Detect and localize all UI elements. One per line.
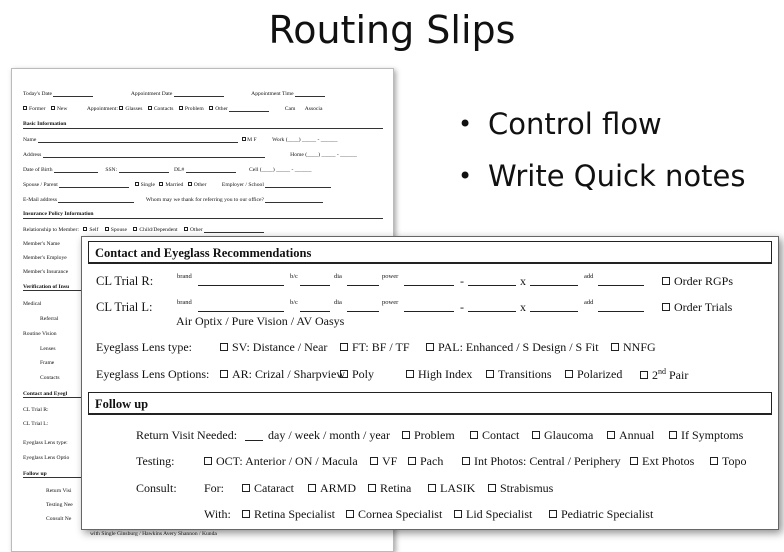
label: Employer / School [221, 182, 264, 188]
label: Other [189, 227, 203, 233]
label: SSN: [105, 167, 118, 173]
label: Cam [284, 106, 296, 112]
brand-label: brand [177, 273, 192, 280]
checkbox[interactable] [368, 484, 376, 492]
checkbox[interactable] [51, 106, 55, 110]
power-field-2[interactable] [468, 285, 516, 286]
relationship-row [23, 227, 383, 233]
lens-type-pal[interactable] [426, 340, 599, 355]
testing-label: Testing Nee [46, 502, 73, 508]
testing-topo[interactable] [710, 454, 747, 469]
cl-trial-r-label: CL Trial R: [23, 407, 49, 413]
label: Problem [184, 106, 204, 112]
email-row [23, 197, 383, 203]
consult-for-strabismus[interactable] [488, 481, 553, 496]
checkbox[interactable] [532, 431, 540, 439]
bottom-row: with Single Ginsburg / Hawkins Avery Shannon / Kunda [90, 531, 217, 537]
testing-label: Testing: [136, 454, 175, 468]
checkbox[interactable] [486, 370, 494, 378]
bc-label: b/c [290, 299, 298, 306]
label: Associa [304, 106, 323, 112]
lens-type-label: Eyeglass Lens type: [96, 340, 192, 354]
label: Work (____) _____ - ______ [272, 137, 338, 143]
label: Appointment Time [251, 91, 294, 97]
checkbox[interactable] [242, 510, 250, 518]
checkbox[interactable] [148, 106, 152, 110]
checkbox[interactable] [428, 484, 436, 492]
spouse-row [23, 182, 383, 188]
frame-label: Frame [40, 360, 55, 366]
label: Cataract [254, 481, 294, 495]
date-row [23, 91, 383, 97]
bullet-dot-icon: • [458, 110, 473, 138]
checkbox[interactable] [662, 277, 670, 285]
consult-label: Consult Ne [46, 516, 72, 522]
contact-brands-note: Air Optix / Pure Vision / AV Oasys [176, 314, 345, 328]
bullet-list [458, 98, 745, 202]
checkbox[interactable] [340, 370, 348, 378]
label: High Index [418, 367, 473, 381]
return-visit-units: day / week / month / year [268, 428, 390, 442]
checkbox[interactable] [23, 106, 27, 110]
checkbox[interactable] [179, 106, 183, 110]
routing-slip-panel [81, 236, 779, 530]
checkbox[interactable] [204, 457, 212, 465]
label: Date of Birth [23, 167, 53, 173]
bullet-item [458, 150, 745, 202]
lens-options-label: Eyeglass Lens Optio [23, 455, 70, 461]
bullet-text: Control flow [488, 107, 662, 141]
consult-with-pediatric[interactable] [549, 507, 653, 522]
lens-option-2nd-pair[interactable] [640, 367, 688, 383]
checkbox[interactable] [607, 431, 615, 439]
bullet-item [458, 98, 745, 150]
lens-options-label: Eyeglass Lens Options: [96, 367, 210, 381]
section-insurance: Insurance Policy Information [23, 211, 383, 219]
lens-type-label: Eyeglass Lens type: [23, 440, 68, 446]
checkbox[interactable] [426, 343, 434, 351]
power-field[interactable] [404, 285, 454, 286]
checkbox[interactable] [242, 484, 250, 492]
brand-field[interactable] [198, 311, 284, 312]
cl-trial-l-label: CL Trial L: [23, 421, 49, 427]
return-visit-label: Return Visit Needed: [136, 428, 238, 442]
label: Contact [482, 428, 520, 442]
field-line [229, 106, 269, 112]
label: VF [382, 454, 398, 468]
checkbox[interactable] [462, 457, 470, 465]
checkbox[interactable] [640, 371, 648, 379]
verification-head: Verification of Insu [23, 284, 83, 291]
label: Child/Dependent [139, 227, 178, 233]
checkbox[interactable] [184, 227, 188, 231]
axis-field[interactable] [530, 285, 578, 286]
section-basic-information: Basic Information [23, 121, 383, 129]
return-reason-problem[interactable] [402, 428, 455, 443]
label: M F [247, 137, 257, 143]
dia-field[interactable] [347, 311, 379, 312]
field-line [59, 182, 129, 188]
label: Int Photos: Central / Periphery [474, 454, 621, 468]
consult-for-armd[interactable] [308, 481, 356, 496]
power-label: power [382, 273, 399, 280]
label: Today's Date [23, 91, 53, 97]
x-mark: x [520, 274, 526, 288]
label: Appointment Date [130, 91, 173, 97]
label: Married [165, 182, 184, 188]
power-field-2[interactable] [468, 311, 516, 312]
order-trials-option[interactable] [662, 300, 732, 315]
lens-option-poly[interactable] [340, 367, 374, 382]
checkbox[interactable] [220, 343, 228, 351]
checkbox[interactable] [710, 457, 718, 465]
follow-up-head: Follow up [23, 471, 83, 478]
bullet-text: Write Quick notes [488, 159, 746, 193]
add-label: add [584, 273, 594, 280]
checkbox[interactable] [135, 182, 139, 186]
checkbox[interactable] [220, 370, 228, 378]
return-visit-field[interactable] [245, 440, 263, 441]
field-line [204, 227, 264, 233]
label: Pediatric Specialist [561, 507, 654, 521]
checkbox[interactable] [346, 510, 354, 518]
checkbox[interactable] [470, 431, 478, 439]
members-name-label: Member's Name [23, 241, 60, 247]
checkbox[interactable] [209, 106, 213, 110]
checkbox[interactable] [669, 431, 677, 439]
label: Contacts [153, 106, 174, 112]
field-line [265, 182, 331, 188]
lens-option-high-index[interactable] [406, 367, 472, 382]
consult-for-retina[interactable] [368, 481, 411, 496]
lens-option-ar[interactable] [220, 367, 345, 382]
checkbox[interactable] [565, 370, 573, 378]
consult-with-retina[interactable] [242, 507, 335, 522]
power-dash: - [460, 274, 464, 288]
consult-with-cornea[interactable] [346, 507, 442, 522]
testing-ext-photos[interactable] [630, 454, 694, 469]
field-line [43, 152, 265, 158]
checkbox[interactable] [119, 106, 123, 110]
label: E-Mail address [23, 197, 58, 203]
label: AR: Crizal / Sharpview [232, 367, 345, 381]
field-line [265, 197, 323, 203]
brand-field[interactable] [198, 285, 284, 286]
label: Home (____) _____ - ______ [290, 152, 357, 158]
x-mark: x [520, 300, 526, 314]
label: Relationship to Member: [23, 227, 79, 233]
lenses-label: Lenses [40, 346, 56, 352]
label: Glaucoma [544, 428, 594, 442]
axis-field[interactable] [530, 311, 578, 312]
label: ARMD [320, 481, 357, 495]
label: SV: Distance / Near [232, 340, 328, 354]
consult-for-label: For: [204, 481, 225, 495]
consult-for-lasik[interactable] [428, 481, 475, 496]
checkbox[interactable] [242, 137, 246, 141]
label: Single [140, 182, 155, 188]
contacts-label: Contacts [40, 375, 60, 381]
name-row [23, 137, 383, 143]
medical-label: Medical [23, 301, 42, 307]
return-reason-annual[interactable] [607, 428, 654, 443]
checkbox[interactable] [83, 227, 87, 231]
lens-type-sv[interactable] [220, 340, 327, 355]
appointment-row [23, 106, 383, 112]
bc-field[interactable] [300, 285, 330, 286]
consult-with-label: With: [204, 507, 231, 521]
checkbox[interactable] [406, 370, 414, 378]
testing-pach[interactable] [408, 454, 443, 469]
label: Other [215, 106, 228, 112]
address-row [23, 152, 383, 158]
return-reason-contact[interactable] [470, 428, 519, 443]
label: If Symptoms [681, 428, 744, 442]
dia-label: dia [334, 299, 342, 306]
members-employer-label: Member's Employe [23, 255, 67, 261]
field-line [119, 167, 169, 173]
section-contact-eyeglass: Contact and Eyeglass Recommendations [88, 241, 772, 264]
cl-trial-l-label: CL Trial L: [96, 300, 153, 314]
referral-label: Referral [40, 316, 59, 322]
consult-for-cataract[interactable] [242, 481, 294, 496]
label: Polarized [577, 367, 623, 381]
field-line [186, 167, 236, 173]
routine-vision-label: Routine Vision [23, 331, 57, 337]
label: Pach [420, 454, 444, 468]
dia-label: dia [334, 273, 342, 280]
dia-field[interactable] [347, 285, 379, 286]
checkbox[interactable] [630, 457, 638, 465]
label: Address [23, 152, 42, 158]
section-follow-up: Follow up [88, 392, 772, 415]
add-field[interactable] [598, 285, 644, 286]
label: 2nd Pair [652, 367, 689, 382]
lens-type-nnfg[interactable] [611, 340, 656, 355]
checkbox[interactable] [340, 343, 348, 351]
testing-int-photos[interactable] [462, 454, 621, 469]
bc-label: b/c [290, 273, 298, 280]
consult-with-lid[interactable] [454, 507, 532, 522]
return-reason-glaucoma[interactable] [532, 428, 593, 443]
field-line [58, 197, 134, 203]
return-visit-label: Return Visi [46, 488, 72, 494]
field-line [54, 167, 98, 173]
power-dash: - [460, 300, 464, 314]
field-line [38, 137, 238, 143]
label: PAL: Enhanced / S Design / S Fit [438, 340, 599, 354]
label: Annual [619, 428, 655, 442]
field-line [53, 91, 93, 97]
label: Self [89, 227, 99, 233]
lens-option-polarized[interactable] [565, 367, 622, 382]
slide-title: Routing Slips [268, 8, 516, 52]
add-field[interactable] [598, 311, 644, 312]
checkbox[interactable] [402, 431, 410, 439]
label: Cell (____) _____ - ______ [249, 167, 312, 173]
label: Spouse / Parent [23, 182, 58, 188]
contact-eyeglass-head: Contact and Eyegl [23, 391, 83, 398]
bc-field[interactable] [300, 311, 330, 312]
power-field[interactable] [404, 311, 454, 312]
checkbox[interactable] [408, 457, 416, 465]
label: Whom may we thank for referring you to our office? [145, 197, 264, 203]
label: Glasses [125, 106, 143, 112]
label: Retina [380, 481, 412, 495]
label: Retina Specialist [254, 507, 335, 521]
add-label: add [584, 299, 594, 306]
label: Appointment: [86, 106, 118, 112]
checkbox[interactable] [488, 484, 496, 492]
label: LASIK [440, 481, 476, 495]
testing-vf[interactable] [370, 454, 397, 469]
return-reason-if-symptoms[interactable] [669, 428, 743, 443]
label: Order RGPs [674, 274, 733, 288]
brand-label: brand [177, 299, 192, 306]
label: OCT: Anterior / ON / Macula [216, 454, 358, 468]
consult-label: Consult: [136, 481, 177, 495]
field-line [174, 91, 224, 97]
bullet-dot-icon: • [458, 162, 473, 190]
checkbox[interactable] [159, 182, 163, 186]
label: Problem [414, 428, 455, 442]
checkbox[interactable] [308, 484, 316, 492]
lens-option-transitions[interactable] [486, 367, 552, 382]
checkbox[interactable] [549, 510, 557, 518]
testing-oct[interactable] [204, 454, 358, 469]
label: Other [193, 182, 207, 188]
label: Cornea Specialist [358, 507, 443, 521]
members-insurance-label: Member's Insurance [23, 269, 69, 275]
checkbox[interactable] [133, 227, 137, 231]
label: DL# [173, 167, 185, 173]
checkbox[interactable] [105, 227, 109, 231]
label: Name [23, 137, 37, 143]
label: New [56, 106, 68, 112]
checkbox[interactable] [611, 343, 619, 351]
label: FT: BF / TF [352, 340, 410, 354]
label: Transitions [498, 367, 552, 381]
cl-trial-r-label: CL Trial R: [96, 274, 154, 288]
checkbox[interactable] [188, 182, 192, 186]
checkbox[interactable] [662, 303, 670, 311]
label: Topo [722, 454, 747, 468]
power-label: power [382, 299, 399, 306]
label: Spouse [110, 227, 127, 233]
dob-row [23, 167, 383, 173]
lens-type-ft[interactable] [340, 340, 410, 355]
label: Order Trials [674, 300, 733, 314]
label: NNFG [623, 340, 656, 354]
label: Ext Photos [642, 454, 695, 468]
label: Poly [352, 367, 375, 381]
checkbox[interactable] [454, 510, 462, 518]
field-line [295, 91, 325, 97]
label: Lid Specialist [466, 507, 533, 521]
checkbox[interactable] [370, 457, 378, 465]
order-rgps-option[interactable] [662, 274, 733, 289]
label: Former [29, 106, 46, 112]
label: Strabismus [500, 481, 554, 495]
